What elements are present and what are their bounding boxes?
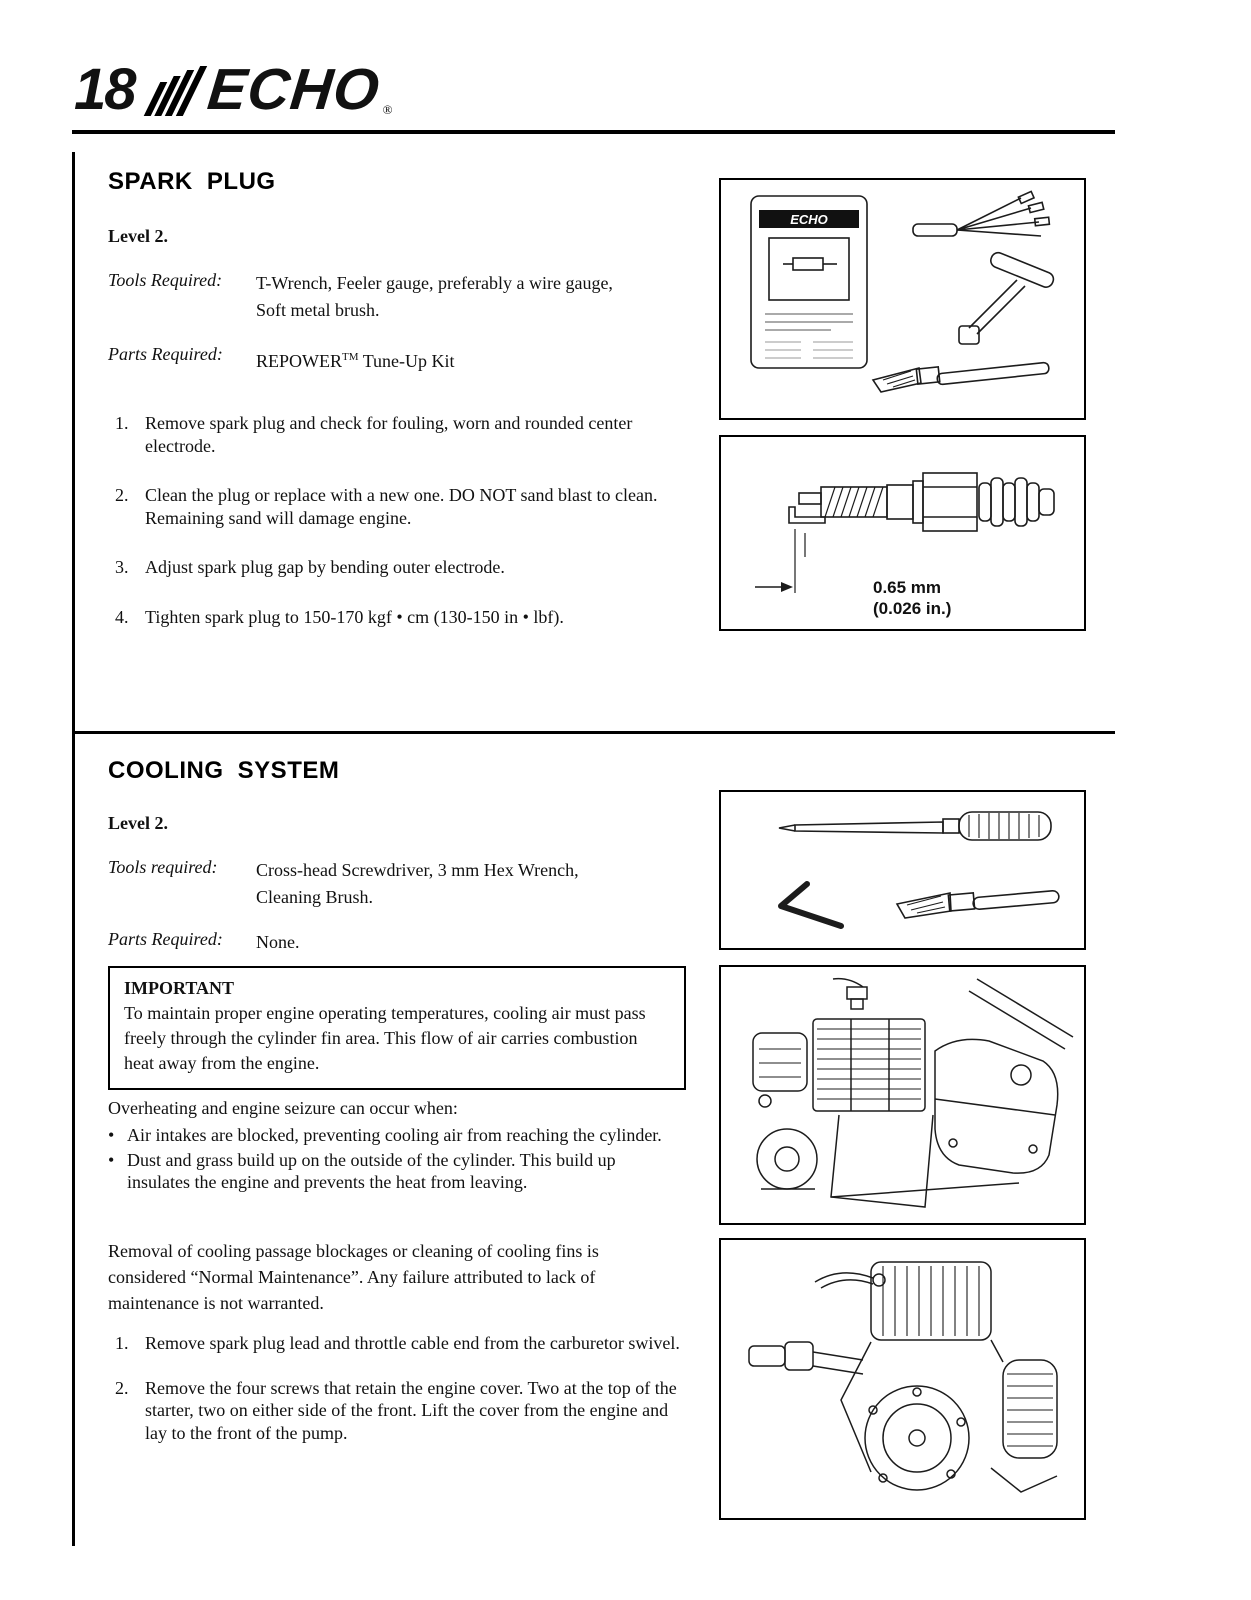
overheating-intro: Overheating and engine seizure can occur when: <box>108 1098 458 1118</box>
tools-required-line2: Soft metal brush. <box>256 300 380 320</box>
tools-required-label: Tools Required: <box>108 270 223 290</box>
tools-required-value <box>256 270 613 324</box>
gap-value-in: (0.026 in.) <box>873 599 952 618</box>
bullet-marker: • <box>108 1149 115 1170</box>
parts-required-line <box>256 344 455 375</box>
list-item <box>108 606 690 629</box>
step-number: 2. <box>115 485 129 505</box>
cooling-system-steps-list <box>108 1332 690 1444</box>
tools-required-line1: Cross-head Screwdriver, 3 mm Hex Wrench, <box>256 860 579 880</box>
engine-pump-illustration <box>721 1240 1084 1518</box>
list-item <box>108 1149 668 1194</box>
important-callout-box <box>108 966 686 1090</box>
engine-cooling-illustration <box>721 967 1084 1223</box>
important-body: To maintain proper engine operating temperatures, cooling air must pass freely through the cylinder fin area. This flow of air carries combustion heat away from the engine. <box>124 1003 646 1073</box>
cooling-tools-figure <box>719 790 1086 950</box>
spark-plug-gap-figure <box>719 435 1086 631</box>
list-item <box>108 1124 668 1147</box>
parts-required-value <box>256 344 455 375</box>
list-item <box>108 1332 690 1355</box>
list-item <box>108 484 690 529</box>
parts-required-label: Parts Required: <box>108 344 223 364</box>
level-label: Level 2. <box>108 813 168 833</box>
spark-plug-steps-list <box>108 412 690 628</box>
echo-logo-slashes-icon <box>152 66 200 116</box>
engine-pump-figure <box>719 1238 1086 1520</box>
parts-required-row <box>108 344 455 375</box>
tools-required-row <box>108 857 579 911</box>
tools-required-line2: Cleaning Brush. <box>256 887 373 907</box>
level-label: Level 2. <box>108 226 168 246</box>
tools-required-value <box>256 857 579 911</box>
step-number: 2. <box>115 1377 129 1398</box>
kit-package-brand-label: ECHO <box>790 212 828 227</box>
section-title-spark-plug: SPARK PLUG <box>108 168 276 195</box>
section-title-cooling-system: COOLING SYSTEM <box>108 757 340 784</box>
important-title: IMPORTANT <box>124 978 235 998</box>
bullet-text: Dust and grass build up on the outside of the cylinder. This build up insulates the engine and prevents the heat from leaving. <box>127 1149 616 1192</box>
echo-logo <box>152 57 393 122</box>
step-text: Tighten spark plug to 150-170 kgf • cm (130-150 in • lbf). <box>145 606 564 627</box>
tune-up-kit-illustration <box>721 180 1084 418</box>
tm-superscript: TM <box>342 351 359 363</box>
page-number: 18 <box>74 57 135 122</box>
tune-up-kit-figure <box>719 178 1086 420</box>
gap-value-mm: 0.65 mm <box>873 578 942 597</box>
step-number: 3. <box>115 557 129 577</box>
parts-required-line: None. <box>256 932 300 952</box>
header-rule <box>72 130 1115 134</box>
left-border-rule <box>72 152 75 1546</box>
list-item <box>108 556 690 579</box>
section-divider-rule <box>72 731 1115 734</box>
tools-required-line1: T-Wrench, Feeler gauge, preferably a wire gauge, <box>256 273 613 293</box>
parts-required-row <box>108 929 300 956</box>
maintenance-note: Removal of cooling passage blockages or cleaning of cooling fins is considered “Normal Maintenance”. Any failure attributed to lack of maintenance is not warranted. <box>108 1241 599 1313</box>
list-item <box>108 412 690 457</box>
parts-required-value <box>256 929 300 956</box>
bullet-text: Air intakes are blocked, preventing cooling air from reaching the cylinder. <box>127 1125 662 1145</box>
echo-logo-text: ECHO <box>204 57 384 122</box>
spark-plug-gap-label <box>873 577 951 619</box>
tools-required-row <box>108 270 613 324</box>
tools-required-label: Tools required: <box>108 857 218 877</box>
step-text: Remove spark plug and check for fouling, worn and rounded center electrode. <box>145 413 633 456</box>
step-number: 1. <box>115 413 129 433</box>
bullet-marker: • <box>108 1125 115 1145</box>
parts-name: REPOWER <box>256 351 343 371</box>
engine-cooling-figure <box>719 965 1086 1225</box>
overheating-bullet-list <box>108 1124 668 1196</box>
parts-rest: Tune-Up Kit <box>358 351 455 371</box>
step-text: Adjust spark plug gap by bending outer electrode. <box>145 557 505 577</box>
registered-trademark-symbol: ® <box>382 102 393 117</box>
step-text: Remove the four screws that retain the engine cover. Two at the top of the starter, two on either side of the front. Lift the cover from the engine and lay to the front of the pump. <box>145 1377 677 1443</box>
step-number: 1. <box>115 1333 129 1353</box>
cooling-tools-illustration <box>721 792 1084 948</box>
step-text: Remove spark plug lead and throttle cable end from the carburetor swivel. <box>145 1333 680 1353</box>
step-number: 4. <box>115 606 129 627</box>
parts-required-label: Parts Required: <box>108 929 223 949</box>
step-text: Clean the plug or replace with a new one. DO NOT sand blast to clean. Remaining sand will damage engine. <box>145 485 658 528</box>
list-item <box>108 1377 690 1445</box>
